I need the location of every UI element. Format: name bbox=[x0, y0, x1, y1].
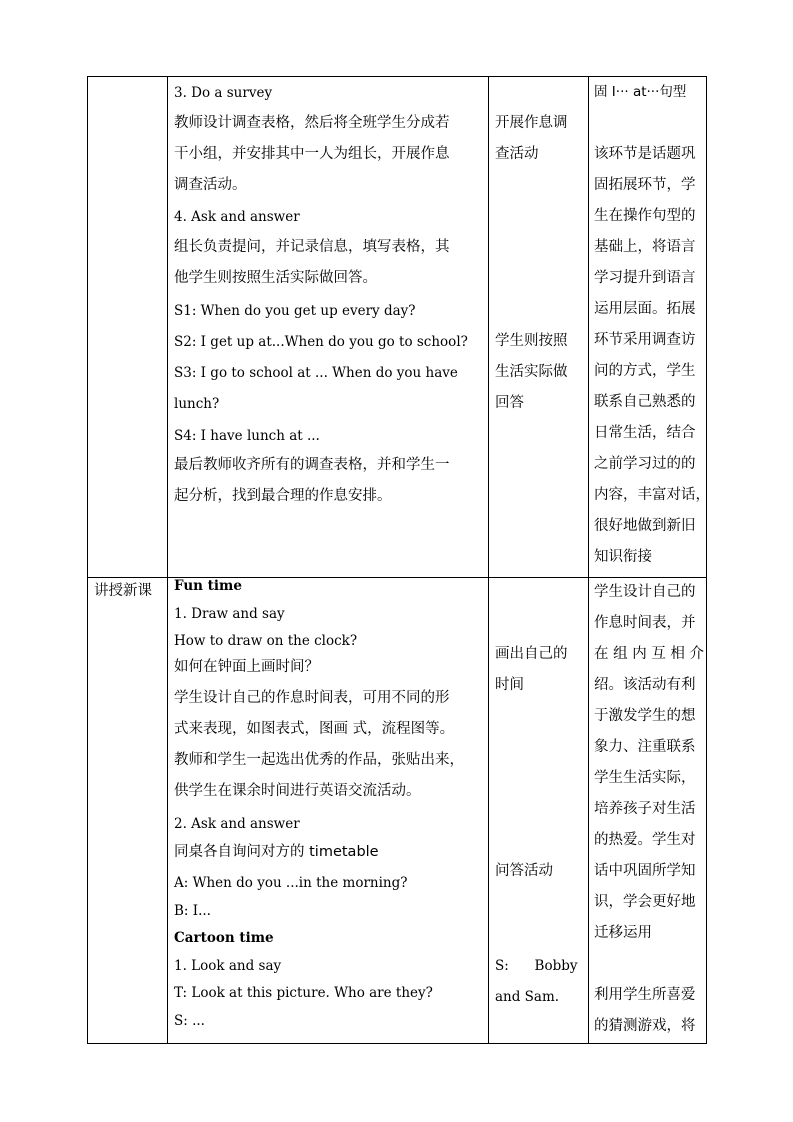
content-line: 学生设计自己的作息时间表，可用不同的形 bbox=[174, 690, 450, 706]
content-line: 1. Draw and say bbox=[174, 606, 285, 622]
purpose-line: 识，学会更好地 bbox=[594, 894, 696, 910]
purpose-line: 日常生活，结合 bbox=[594, 425, 696, 441]
section-heading: Fun time bbox=[174, 578, 242, 594]
column-divider-2 bbox=[488, 76, 489, 1044]
table-border-left bbox=[87, 76, 88, 1044]
purpose-line: 学生生活实际， bbox=[594, 770, 696, 786]
activity-line: S: Bobby bbox=[495, 958, 578, 974]
content-line: 如何在钟面上画时间？ bbox=[174, 659, 319, 675]
purpose-line: 迁移运用 bbox=[594, 925, 652, 941]
purpose-line: 利用学生所喜爱 bbox=[594, 987, 696, 1003]
purpose-line: 培养孩子对生活 bbox=[594, 801, 696, 817]
content-line: B: I... bbox=[174, 903, 211, 919]
activity-line: 生活实际做 bbox=[495, 364, 568, 380]
activity-line: and Sam. bbox=[495, 989, 560, 1005]
content-line: 组长负责提问，并记录信息，填写表格，其 bbox=[174, 239, 450, 255]
content-line: 干小组，并安排其中一人为组长，开展作息 bbox=[174, 146, 450, 162]
content-line: 2. Ask and answer bbox=[174, 816, 300, 832]
activity-line: 查活动 bbox=[495, 146, 539, 162]
content-line: 1. Look and say bbox=[174, 958, 282, 974]
purpose-line: 环节采用调查访 bbox=[594, 332, 696, 348]
purpose-line: 生在操作句型的 bbox=[594, 208, 696, 224]
purpose-line: 作息时间表，并 bbox=[594, 615, 696, 631]
section-heading: Cartoon time bbox=[174, 930, 274, 946]
section-label: 讲授新课 bbox=[94, 583, 152, 599]
activity-line: 问答活动 bbox=[495, 863, 553, 879]
content-line: 调查活动。 bbox=[174, 177, 247, 193]
table-border-right bbox=[706, 76, 707, 1044]
activity-line: 学生则按照 bbox=[495, 333, 568, 349]
purpose-line: 问的方式，学生 bbox=[594, 363, 696, 379]
purpose-line: 学生设计自己的 bbox=[594, 584, 696, 600]
content-line: S1: When do you get up every day? bbox=[174, 303, 416, 319]
content-line: T: Look at this picture. Who are they? bbox=[174, 985, 433, 1001]
purpose-line: 固拓展环节，学 bbox=[594, 177, 696, 193]
purpose-line: 学习提升到语言 bbox=[594, 270, 696, 286]
lesson-plan-table bbox=[87, 76, 710, 1044]
activity-line: 时间 bbox=[495, 677, 524, 693]
content-line: 供学生在课余时间进行英语交流活动。 bbox=[174, 783, 421, 799]
content-line: 教师设计调查表格，然后将全班学生分成若 bbox=[174, 115, 450, 131]
content-line: 教师和学生一起选出优秀的作品，张贴出来， bbox=[174, 752, 464, 768]
column-divider-3 bbox=[588, 76, 589, 1044]
purpose-line: 内容，丰富对话， bbox=[594, 487, 710, 503]
purpose-line: 很好地做到新旧 bbox=[594, 518, 696, 534]
content-line: 4. Ask and answer bbox=[174, 209, 300, 225]
purpose-line: 绍。该活动有利 bbox=[594, 677, 696, 693]
purpose-line: 于激发学生的想 bbox=[594, 708, 696, 724]
content-line: S4: I have lunch at ... bbox=[174, 428, 320, 444]
content-line: How to draw on the clock? bbox=[174, 633, 358, 649]
purpose-line: 的猜测游戏，将 bbox=[594, 1018, 696, 1034]
purpose-line: 联系自己熟悉的 bbox=[594, 394, 696, 410]
content-line: 最后教师收齐所有的调查表格，并和学生一 bbox=[174, 457, 450, 473]
purpose-line: 知识衔接 bbox=[594, 549, 652, 565]
content-line: 起分析，找到最合理的作息安排。 bbox=[174, 488, 392, 504]
content-line: S: ... bbox=[174, 1013, 205, 1029]
content-line: S2: I get up at...When do you go to school? bbox=[174, 334, 468, 350]
purpose-line: 之前学习过的的 bbox=[594, 456, 696, 472]
purpose-line: 在 组 内 互 相 介 bbox=[594, 646, 705, 662]
content-line: A: When do you ...in the morning? bbox=[174, 875, 408, 891]
content-line: lunch? bbox=[174, 396, 220, 412]
content-line: 他学生则按照生活实际做回答。 bbox=[174, 270, 377, 286]
table-border-bottom bbox=[87, 1043, 707, 1044]
content-line: 同桌各自询问对方的 timetable bbox=[174, 844, 379, 860]
content-line: 式来表现，如图表式，图画 式，流程图等。 bbox=[174, 721, 455, 737]
purpose-line: 象力、注重联系 bbox=[594, 739, 696, 755]
purpose-line: 基础上，将语言 bbox=[594, 239, 696, 255]
table-border-top bbox=[87, 76, 707, 77]
purpose-line: 的热爱。学生对 bbox=[594, 832, 696, 848]
purpose-line: 运用层面。拓展 bbox=[594, 301, 696, 317]
activity-line: 开展作息调 bbox=[495, 115, 568, 131]
purpose-line: 该环节是话题巩 bbox=[594, 146, 696, 162]
purpose-line: 话中巩固所学知 bbox=[594, 863, 696, 879]
content-line: S3: I go to school at ... When do you have bbox=[174, 365, 458, 381]
column-divider-1 bbox=[167, 76, 168, 1044]
activity-line: 画出自己的 bbox=[495, 646, 568, 662]
content-line: 3. Do a survey bbox=[174, 85, 273, 101]
purpose-line: 固 I··· at···句型 bbox=[594, 84, 687, 100]
activity-line: 回答 bbox=[495, 395, 524, 411]
